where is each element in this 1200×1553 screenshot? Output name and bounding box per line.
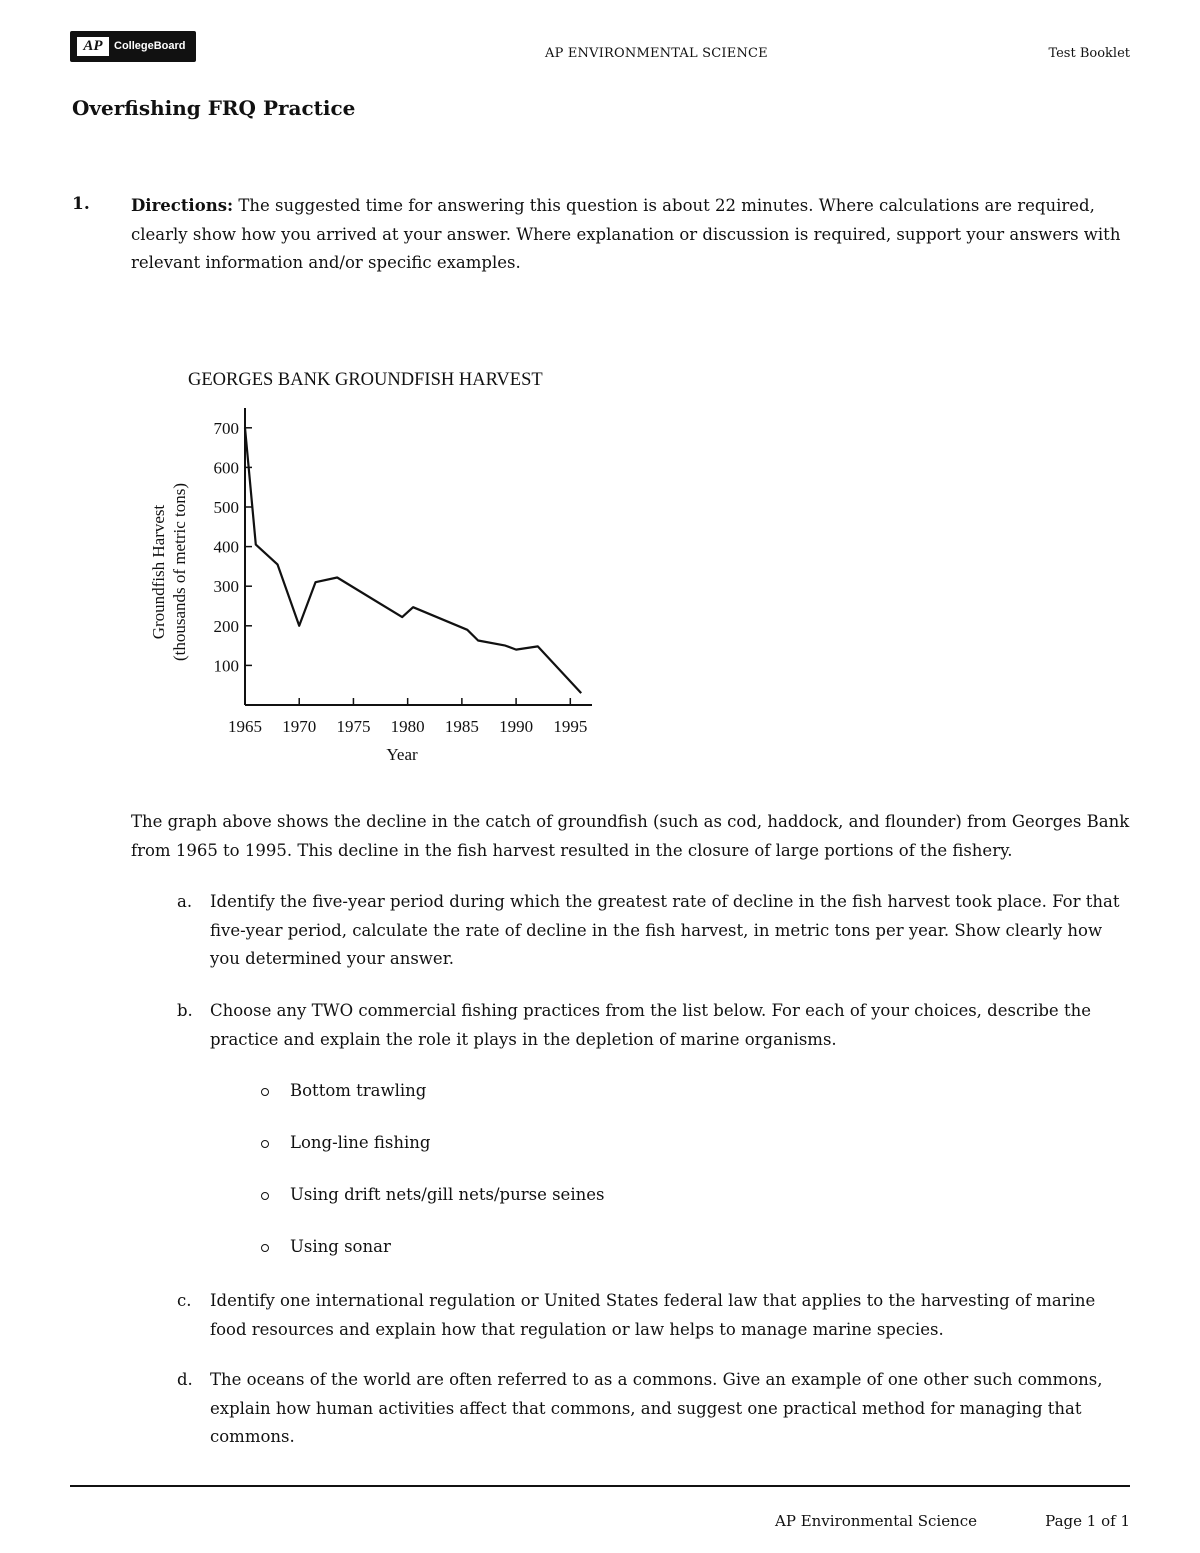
part-d — [177, 1366, 1132, 1452]
x-tick-label: 1990 — [499, 717, 534, 736]
directions-label: Directions: — [131, 196, 234, 215]
x-tick-label: 1965 — [228, 717, 262, 736]
harvest-line — [245, 428, 581, 693]
footer-subject: AP Environmental Science — [775, 1512, 978, 1530]
question-number: 1. — [72, 194, 90, 214]
footer-rule — [70, 1485, 1130, 1487]
practice-text: Using drift nets/gill nets/purse seines — [290, 1185, 605, 1204]
header-subject: AP ENVIRONMENTAL SCIENCE — [545, 46, 768, 61]
practice-item — [260, 1233, 391, 1262]
x-tick-label: 1975 — [336, 717, 371, 736]
x-tick-label: 1970 — [282, 717, 317, 736]
bullet-circle-icon — [261, 1088, 269, 1096]
y-tick-label: 700 — [213, 418, 239, 438]
y-tick-label: 300 — [213, 577, 239, 597]
part-b — [177, 997, 1132, 1054]
part-b-letter: b. — [177, 1001, 193, 1020]
part-d-letter: d. — [177, 1370, 193, 1389]
directions — [131, 192, 1131, 278]
part-c — [177, 1287, 1132, 1344]
chart-x-label: Year — [386, 745, 418, 764]
part-c-text: Identify one international regulation or United States federal law that applies to the harvesting of marine food resources and explain how that regulation or law helps to manage marine species. — [210, 1291, 1096, 1339]
bullet-circle-icon — [261, 1192, 269, 1200]
harvest-chart — [140, 360, 610, 770]
x-tick-label: 1985 — [444, 717, 479, 736]
practice-item — [260, 1129, 430, 1158]
x-tick-label: 1980 — [390, 717, 425, 736]
chart-x-ticks — [228, 698, 587, 736]
chart-y-ticks — [214, 419, 253, 676]
chart-title: GEORGES BANK GROUNDFISH HARVEST — [188, 370, 543, 390]
practice-item — [260, 1181, 604, 1210]
practice-item — [260, 1077, 426, 1106]
bullet-circle-icon — [261, 1140, 269, 1148]
part-a-letter: a. — [177, 892, 193, 911]
header-booklet: Test Booklet — [1048, 46, 1130, 61]
graph-description: The graph above shows the decline in the catch of groundfish (such as cod, haddock, and flounder) from Georges Bank from 1965 to 1995. This decline in the fish harvest resulted in the closure of large portions of the fishery. — [131, 812, 1130, 860]
y-tick-label: 100 — [213, 656, 239, 676]
part-c-letter: c. — [177, 1291, 192, 1310]
chart-y-label-line1: Groundfish Harvest — [149, 504, 168, 640]
page-title: Overfishing FRQ Practice — [72, 96, 356, 120]
x-tick-label: 1995 — [553, 717, 588, 736]
y-tick-label: 600 — [213, 458, 239, 478]
directions-text: The suggested time for answering this question is about 22 minutes. Where calculations are required, clearly show how you arrived at your answer. Where explanation or discussion is required, support your answers with relevant information and/or specific examples. — [131, 196, 1121, 272]
ap-logo — [70, 31, 196, 62]
page-number: Page 1 of 1 — [1045, 1512, 1130, 1530]
part-b-text: Choose any TWO commercial fishing practices from the list below. For each of your choices, describe the practice and explain the role it plays in the depletion of marine organisms. — [210, 1001, 1091, 1049]
chart-axes — [245, 408, 592, 705]
part-a — [177, 888, 1132, 974]
y-tick-label: 200 — [213, 616, 239, 636]
chart-y-label-line2: (thousands of metric tons) — [170, 483, 189, 661]
practice-text: Long-line fishing — [290, 1133, 431, 1152]
y-tick-label: 500 — [213, 498, 239, 517]
y-tick-label: 400 — [213, 537, 239, 557]
part-a-text: Identify the five-year period during which the greatest rate of decline in the fish harvest took place. For that five-year period, calculate the rate of decline in the fish harvest, in metric tons per year. Show clearly how you determined your answer. — [210, 892, 1120, 968]
practice-text: Using sonar — [290, 1237, 391, 1256]
logo-ap-text: AP — [77, 37, 109, 56]
practice-text: Bottom trawling — [290, 1081, 427, 1100]
part-d-text: The oceans of the world are often referred to as a commons. Give an example of one other such commons, explain how human activities affect that commons, and suggest one practical method for managing that commons. — [210, 1370, 1103, 1446]
logo-collegeboard-text: CollegeBoard — [114, 40, 186, 52]
bullet-circle-icon — [261, 1244, 269, 1252]
chart-series — [245, 428, 581, 693]
